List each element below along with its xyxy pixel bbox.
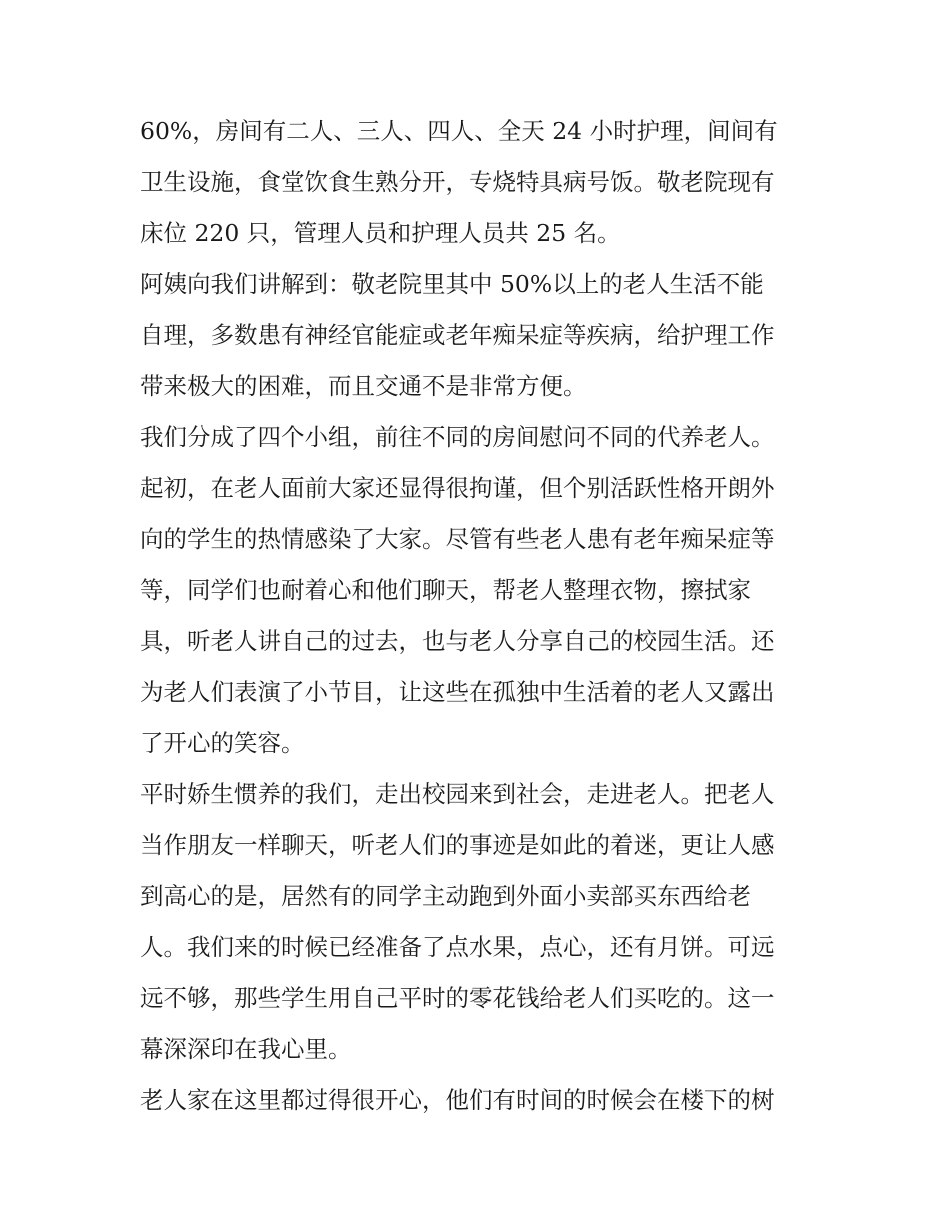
- text-line: 老人家在这里都过得很开心，他们有时间的时候会在楼下的树: [140, 1086, 775, 1114]
- text-line: 了开心的笑容。: [140, 729, 305, 757]
- text-line: 等，同学们也耐着心和他们聊天，帮老人整理衣物，擦拭家: [140, 576, 751, 604]
- text-line: 向的学生的热情感染了大家。尽管有些老人患有老年痴呆症等: [140, 525, 775, 553]
- text-line: 人。我们来的时候已经准备了点水果，点心，还有月饼。可远: [140, 933, 775, 961]
- text-line: 带来极大的困难，而且交通不是非常方便。: [140, 372, 587, 400]
- text-line: 当作朋友一样聊天，听老人们的事迹是如此的着迷，更让人感: [140, 831, 775, 859]
- text-line: 远不够，那些学生用自己平时的零花钱给老人们买吃的。这一: [140, 984, 775, 1012]
- text-line: 到高心的是，居然有的同学主动跑到外面小卖部买东西给老: [140, 882, 751, 910]
- text-line: 起初，在老人面前大家还显得很拘谨，但个别活跃性格开朗外: [140, 474, 775, 502]
- text-line: 具，听老人讲自己的过去，也与老人分享自己的校园生活。还: [140, 627, 775, 655]
- text-line: 床位 220 只，管理人员和护理人员共 25 名。: [140, 219, 621, 247]
- text-line: 为老人们表演了小节目，让这些在孤独中生活着的老人又露出: [140, 678, 775, 706]
- text-line: 幕深深印在我心里。: [140, 1035, 352, 1063]
- text-line: 阿姨向我们讲解到：敬老院里其中 50%以上的老人生活不能: [140, 270, 764, 298]
- text-line: 自理，多数患有神经官能症或老年痴呆症等疾病，给护理工作: [140, 321, 775, 349]
- text-line: 我们分成了四个小组，前往不同的房间慰问不同的代养老人。: [140, 423, 775, 451]
- text-line: 60%，房间有二人、三人、四人、全天 24 小时护理，间间有: [140, 117, 778, 145]
- text-line: 卫生设施，食堂饮食生熟分开，专烧特具病号饭。敬老院现有: [140, 168, 775, 196]
- document-body: [140, 106, 812, 1126]
- text-line: 平时娇生惯养的我们，走出校园来到社会，走进老人。把老人: [140, 780, 775, 808]
